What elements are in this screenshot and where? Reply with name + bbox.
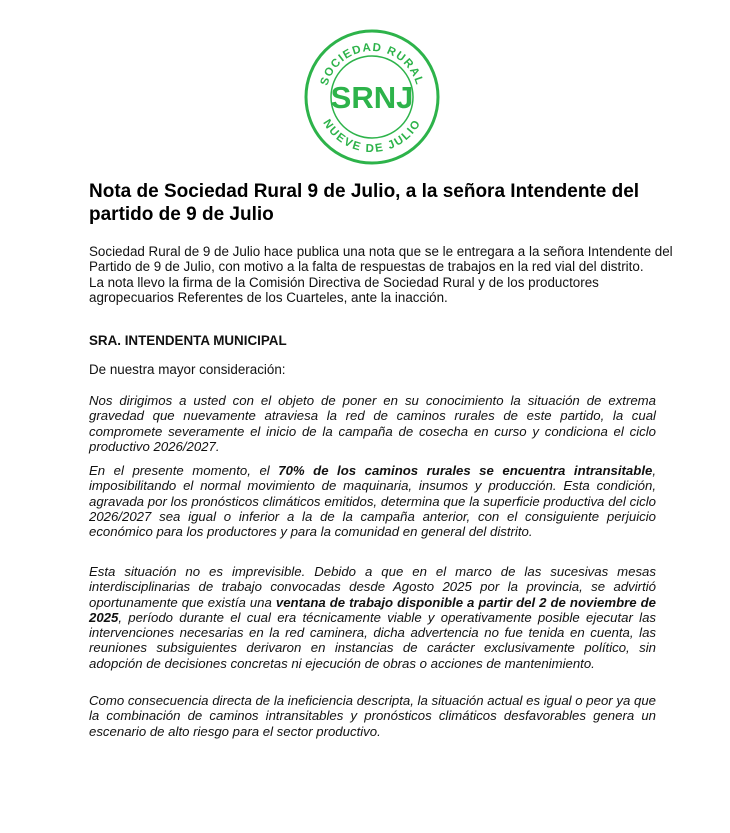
letter-recipient: SRA. INTENDENTA MUNICIPAL: [89, 333, 287, 348]
p2-highlight: 70% de los caminos rurales se encuentra intransitable: [278, 463, 653, 478]
article-title: Nota de Sociedad Rural 9 de Julio, a la señora Intendente del partido de 9 de Julio: [89, 181, 640, 225]
letter-paragraph-3: [89, 564, 656, 671]
srnj-logo: [303, 28, 441, 166]
letter-greeting: De nuestra mayor consideración:: [89, 362, 286, 377]
intro-line-2: La nota llevo la firma de la Comisión Directiva de Sociedad Rural y de los productores agropecuarios Referentes de los Cuarteles, ante la inacción.: [89, 274, 599, 305]
logo-initials: SRNJ: [330, 80, 414, 115]
p2-text-end: , imposibilitando el normal movimiento de maquinaria, insumos y producción. Esta condición, agravada por los pronósticos climáticos emitidos, determina que la superficie productiva del ciclo 2026/2027 sea igual o inferior a la de la campaña anterior, con el consiguiente perjuicio económico para los productores y para la comunidad en general del distrito.: [89, 463, 656, 540]
srnj-logo-graphic: [303, 28, 441, 166]
article-intro: [89, 244, 674, 305]
letter-paragraph-4: Como consecuencia directa de la ineficiencia descripta, la situación actual es igual o peor ya que la combinación de caminos intransitables y pronósticos climáticos desfavorables genera un escenario de alto riesgo para el sector productivo.: [89, 693, 656, 739]
letter-paragraph-2: [89, 463, 656, 539]
logo-top-text: SOCIEDAD RURAL: [318, 41, 426, 88]
p3-text-start: Esta situación no es imprevisible. Debido a que en el marco de las sucesivas mesas interdisciplinarias de trabajo convocadas desde Agosto 2025 por la provincia, se advirtió oportunamente que existía una: [89, 564, 656, 610]
logo-bottom-text: NUEVE DE JULIO: [320, 117, 424, 156]
p2-text-start: En el presente momento, el: [89, 463, 279, 478]
p3-text-end: , período durante el cual era técnicamente viable y operativamente posible ejecutar las intervenciones necesarias en la red caminera, dicha advertencia no fue tenida en cuenta, las reuniones subsiguientes derivaron en instancias de carácter exclusivamente político, sin adopción de decisiones concretas ni ejecución de obras o acciones de mantenimiento.: [89, 609, 656, 671]
letter-paragraph-1: Nos dirigimos a usted con el objeto de poner en su conocimiento la situación de extrema gravedad que nuevamente atraviesa la red de caminos rurales de este partido, la cual compromete severamente el inicio de la campaña de cosecha en curso y condiciona el ciclo productivo 2026/2027.: [89, 393, 656, 454]
intro-line-1: Sociedad Rural de 9 de Julio hace publica una nota que se le entregara a la señora Intendente del Partido de 9 de Julio, con motivo a la falta de respuestas de trabajos en la red vial del distrito.: [89, 244, 673, 275]
p3-highlight: ventana de trabajo disponible a partir del 2 de noviembre de 2025: [89, 594, 656, 625]
